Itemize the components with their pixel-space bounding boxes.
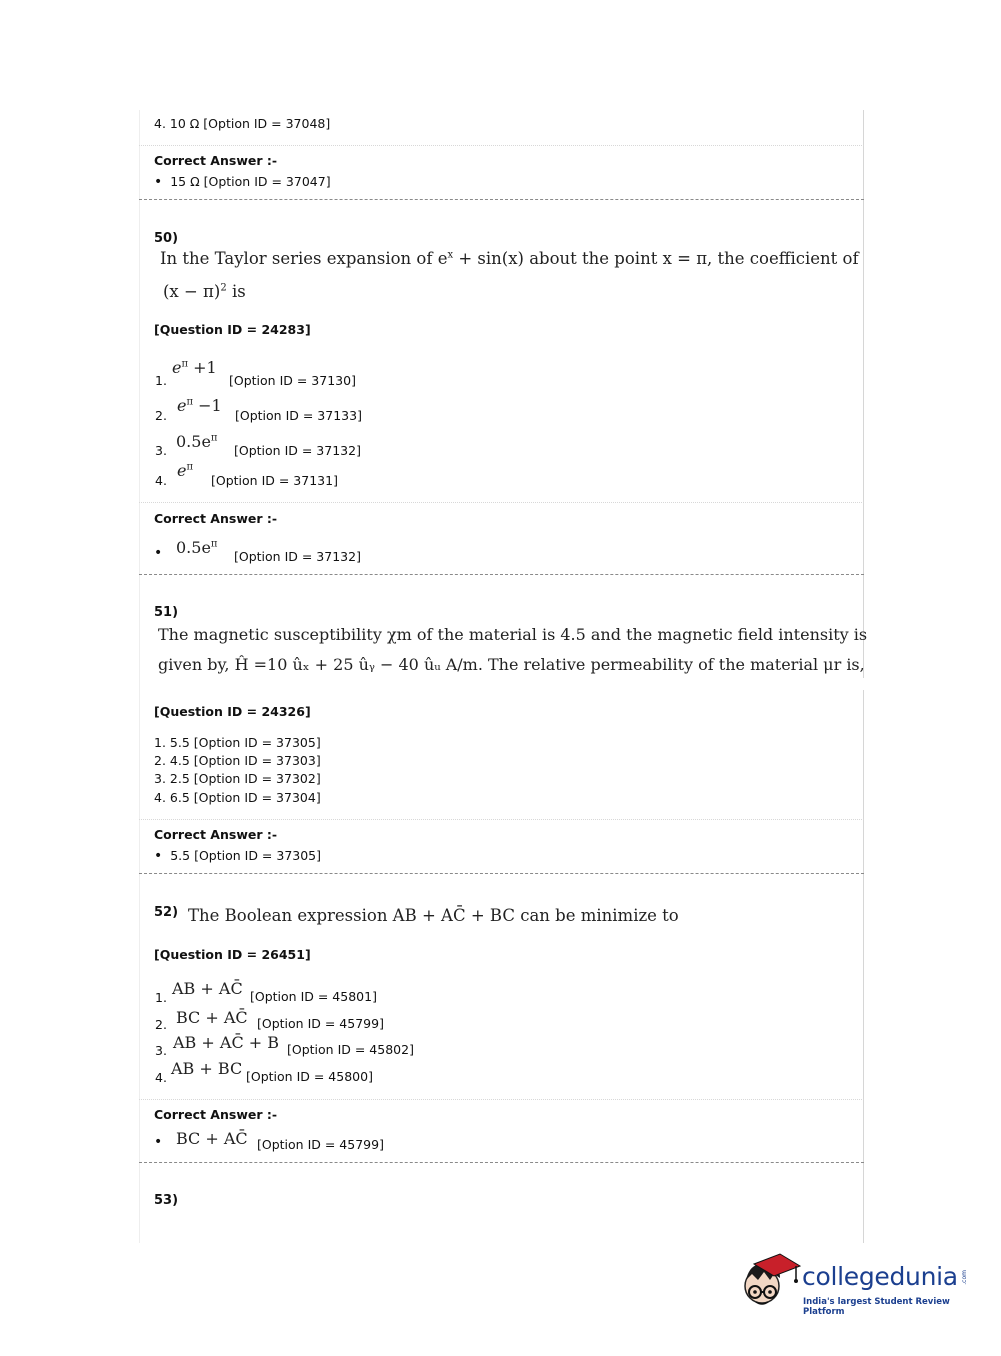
tail: +1 (188, 358, 217, 377)
divider (139, 145, 864, 146)
question-number-50: 50) (154, 231, 179, 246)
q52-option-2-expr: BC + AC̄ (176, 1008, 248, 1027)
question-separator (139, 1162, 864, 1163)
frame-left-rule (139, 110, 140, 1243)
sup: π (181, 358, 189, 370)
q50-correct-expr (176, 538, 218, 557)
q50-line2-sup: 2 (220, 282, 227, 294)
correct-answer-label: Correct Answer :- (154, 827, 278, 842)
q52-option-2-id: [Option ID = 45799] (257, 1016, 384, 1031)
q52-option-4-expr: AB + BC (171, 1059, 243, 1078)
correct-answer-value: 15 Ω [Option ID = 37047] (170, 174, 331, 189)
question-separator (139, 199, 864, 200)
sup: π (186, 396, 194, 408)
correct-answer-label: Correct Answer :- (154, 1107, 278, 1122)
correct-answer-label: Correct Answer :- (154, 511, 278, 526)
q50-line2-a: (x − π) (163, 282, 221, 301)
expr: e (177, 461, 187, 480)
question-50-id: [Question ID = 24283] (154, 322, 311, 337)
q52-option-1-expr: AB + AC̄ (172, 979, 243, 998)
q52-option-4-id: [Option ID = 45800] (246, 1069, 373, 1084)
prev-option-4: 4. 10 Ω [Option ID = 37048] (154, 116, 331, 131)
q51-option-3: 3. 2.5 [Option ID = 37302] (154, 771, 321, 786)
question-number-53: 53) (154, 1193, 179, 1208)
q52-option-3-num: 3. (155, 1043, 167, 1058)
correct-answer-value: 5.5 [Option ID = 37305] (170, 848, 322, 863)
brand-tagline: India's largest Student Review Platform (803, 1297, 950, 1317)
q50-line2-b: is (226, 282, 246, 301)
q50-option-2-num: 2. (155, 408, 167, 423)
expr: e (172, 358, 182, 377)
q50-option-4-expr (177, 461, 193, 480)
q50-line1-b: + sin(x) about the point x = π, the coefficient of (453, 249, 859, 268)
q50-option-3-expr (176, 432, 218, 451)
q50-line1-a: In the Taylor series expansion of e (160, 249, 448, 268)
q52-option-1-id: [Option ID = 45801] (250, 989, 377, 1004)
q50-option-4-num: 4. (155, 473, 167, 488)
q50-option-1-num: 1. (155, 373, 167, 388)
q50-option-2-id: [Option ID = 37133] (235, 408, 362, 423)
q52-correct-id: [Option ID = 45799] (257, 1137, 384, 1152)
question-number-51: 51) (154, 605, 179, 620)
sup: π (210, 538, 218, 550)
divider (139, 502, 864, 503)
bullet: • (154, 1134, 163, 1150)
correct-answer (154, 174, 331, 190)
bullet: • (154, 174, 163, 190)
question-51-id: [Question ID = 24326] (154, 704, 311, 719)
expr: e (177, 396, 187, 415)
bullet: • (154, 848, 163, 864)
question-separator (139, 873, 864, 874)
q50-option-3-id: [Option ID = 37132] (234, 443, 361, 458)
q52-option-4-num: 4. (155, 1070, 167, 1085)
q50-option-4-id: [Option ID = 37131] (211, 473, 338, 488)
q50-correct-id: [Option ID = 37132] (234, 549, 361, 564)
q50-option-3-num: 3. (155, 443, 167, 458)
divider (139, 1099, 864, 1100)
question-50-text-line1 (160, 249, 859, 268)
question-50-text-line2 (163, 282, 246, 301)
brand-name: collegedunia (802, 1262, 958, 1291)
collegedunia-logo (740, 1250, 980, 1320)
q50-option-2-expr (177, 396, 222, 415)
question-51-text-line2: given by, Ĥ =10 ûₓ + 25 ûᵧ − 40 ûᵤ A/m. The relative permeability of the material μr is, (158, 655, 865, 674)
sup: π (210, 432, 218, 444)
q52-option-3-expr: AB + AC̄ + B (173, 1033, 280, 1052)
q52-correct-expr: BC + AC̄ (176, 1129, 248, 1148)
q52-option-1-num: 1. (155, 990, 167, 1005)
bullet: • (154, 545, 163, 561)
question-52-text: The Boolean expression AB + AC̄ + BC can be minimize to (188, 906, 679, 925)
brand-domain: .com (961, 1270, 968, 1285)
tail: −1 (193, 396, 222, 415)
question-51-text-line1: The magnetic susceptibility χm of the material is 4.5 and the magnetic field intensity is (158, 625, 868, 644)
frame-right-rule (863, 110, 864, 678)
q52-option-3-id: [Option ID = 45802] (287, 1042, 414, 1057)
frame-right-rule-lower (863, 690, 864, 1243)
q51-option-1: 1. 5.5 [Option ID = 37305] (154, 735, 321, 750)
q52-option-2-num: 2. (155, 1017, 167, 1032)
correct-answer (154, 848, 321, 864)
divider (139, 819, 864, 820)
sup: π (186, 461, 194, 473)
question-number-52: 52) (154, 905, 179, 920)
question-separator (139, 574, 864, 575)
q51-option-4: 4. 6.5 [Option ID = 37304] (154, 790, 321, 805)
question-52-id: [Question ID = 26451] (154, 947, 311, 962)
q51-option-2: 2. 4.5 [Option ID = 37303] (154, 753, 321, 768)
q50-option-1-id: [Option ID = 37130] (229, 373, 356, 388)
q50-option-1-expr (172, 358, 217, 377)
correct-answer-label: Correct Answer :- (154, 153, 278, 168)
mascot-icon (740, 1250, 802, 1320)
q50-line1-sup: x (447, 249, 454, 261)
expr: 0.5e (176, 538, 211, 557)
expr: 0.5e (176, 432, 211, 451)
